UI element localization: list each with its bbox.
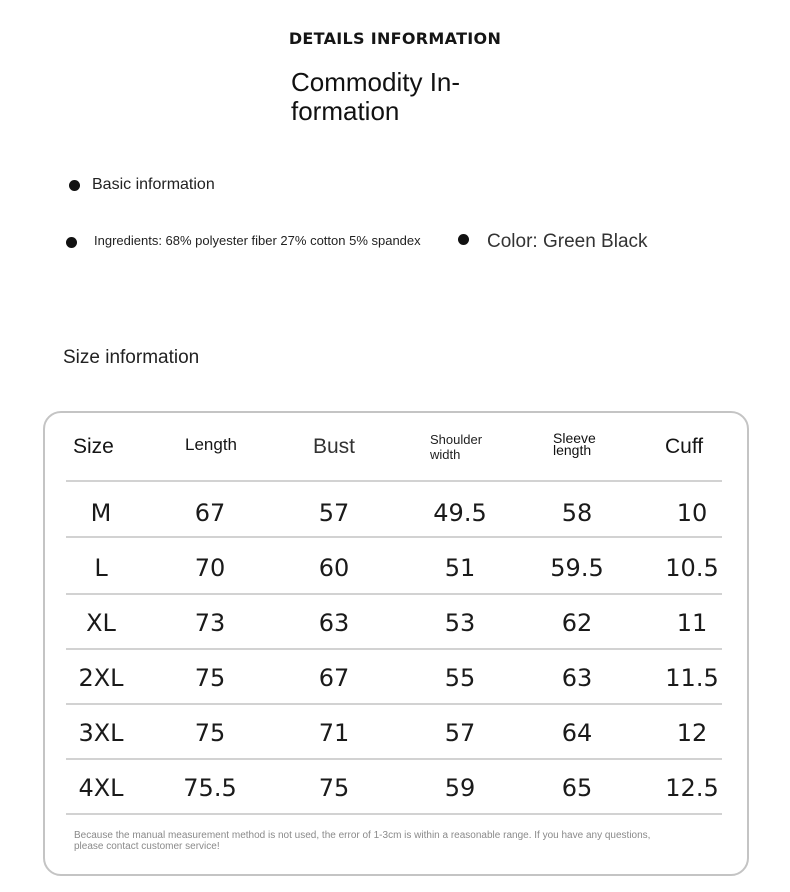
cell-bust: 63 [318, 609, 350, 637]
cell-length: 75 [194, 719, 226, 747]
cell-sleeve: 59.5 [550, 554, 604, 582]
cell-sleeve: 62 [561, 609, 593, 637]
cell-bust: 57 [318, 499, 350, 527]
bullet-dot-icon [69, 180, 80, 191]
cell-sleeve: 65 [561, 774, 593, 802]
cell-bust: 60 [318, 554, 350, 582]
header-length: Length [185, 435, 237, 454]
header-size: Size [73, 435, 114, 458]
bullet-dot-icon [458, 234, 469, 245]
header-sleeve-length [553, 432, 596, 456]
cell-shoulder: 57 [444, 719, 476, 747]
table-divider [66, 758, 722, 760]
cell-shoulder: 51 [444, 554, 476, 582]
cell-cuff: 10 [676, 499, 708, 527]
cell-size: M [90, 499, 112, 527]
cell-cuff: 12 [676, 719, 708, 747]
cell-length: 75 [194, 664, 226, 692]
details-title: DETAILS INFORMATION [288, 29, 502, 48]
cell-bust: 71 [318, 719, 350, 747]
cell-shoulder: 49.5 [433, 499, 487, 527]
ingredients-text: Ingredients: 68% polyester fiber 27% cotton 5% spandex [94, 233, 421, 248]
table-divider [66, 480, 722, 482]
commodity-title [291, 68, 491, 126]
cell-shoulder: 55 [444, 664, 476, 692]
cell-sleeve: 63 [561, 664, 593, 692]
table-divider [66, 813, 722, 815]
size-information-label: Size information [63, 347, 200, 368]
cell-cuff: 11 [676, 609, 708, 637]
header-shoulder-width [430, 432, 482, 462]
cell-bust: 75 [318, 774, 350, 802]
cell-size: 2XL [78, 664, 124, 692]
cell-size: XL [86, 609, 116, 637]
cell-length: 75.5 [183, 774, 237, 802]
bullet-dot-icon [66, 237, 77, 248]
cell-shoulder: 59 [444, 774, 476, 802]
commodity-title-line1: Commodity In- [291, 67, 461, 97]
table-divider [66, 536, 722, 538]
commodity-title-line2: formation [291, 96, 400, 126]
cell-sleeve: 58 [561, 499, 593, 527]
header-sleeve-line2: length [553, 442, 592, 458]
header-cuff: Cuff [665, 435, 704, 458]
measurement-note-line1: Because the manual measurement method is not used, the error of 1-3cm is within a reasonable range. If you have any questions, [74, 830, 651, 841]
cell-size: 3XL [78, 719, 124, 747]
basic-information-label: Basic information [92, 176, 215, 193]
cell-cuff: 11.5 [665, 664, 719, 692]
cell-cuff: 12.5 [665, 774, 719, 802]
cell-size: 4XL [78, 774, 124, 802]
cell-shoulder: 53 [444, 609, 476, 637]
measurement-note [74, 830, 724, 852]
cell-size: L [94, 554, 108, 582]
cell-sleeve: 64 [561, 719, 593, 747]
header-shoulder-line2: width [430, 447, 461, 462]
cell-length: 70 [194, 554, 226, 582]
header-bust: Bust [313, 435, 356, 458]
measurement-note-line2: please contact customer service! [74, 841, 220, 852]
cell-length: 73 [194, 609, 226, 637]
color-text: Color: Green Black [487, 231, 648, 252]
cell-bust: 67 [318, 664, 350, 692]
cell-cuff: 10.5 [665, 554, 719, 582]
table-divider [66, 648, 722, 650]
header-shoulder-line1: Shoulder [430, 432, 483, 447]
header-sleeve-line1: Sleeve [553, 430, 596, 446]
table-divider [66, 593, 722, 595]
table-divider [66, 703, 722, 705]
cell-length: 67 [194, 499, 226, 527]
